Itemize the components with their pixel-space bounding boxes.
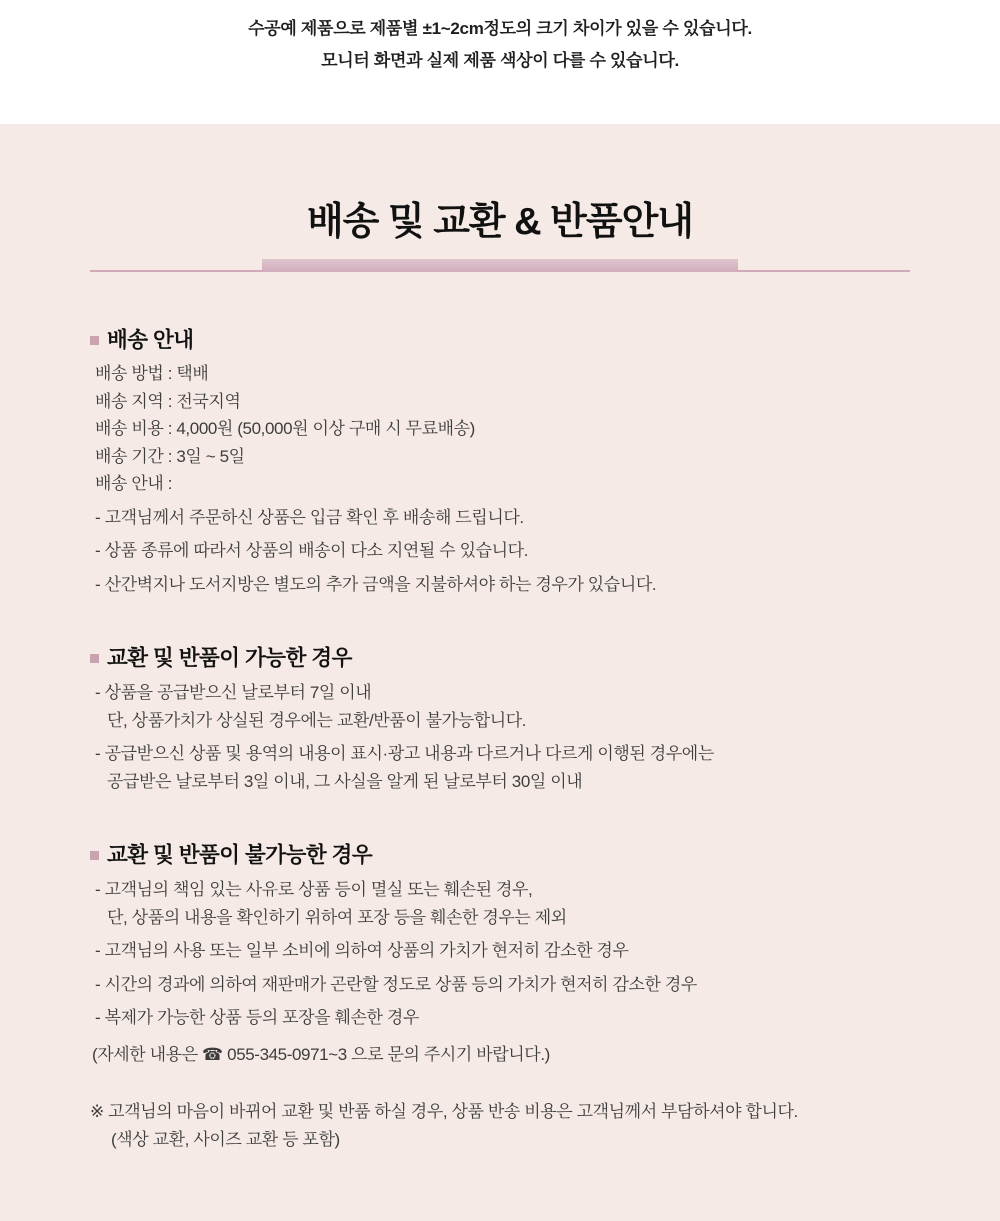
bullet-square-icon (90, 851, 99, 860)
section-heading (90, 326, 910, 355)
info-line: 배송 방법 : 택배 (95, 364, 209, 383)
shipping-info-panel (0, 124, 1000, 1221)
info-line: - 산간벽지나 도서지방은 별도의 추가 금액을 지불하셔야 하는 경우가 있습니다. (95, 574, 657, 594)
section (90, 841, 910, 1068)
title-divider (0, 259, 1000, 272)
bullet-square-icon (90, 654, 99, 663)
page-title: 배송 및 교환 & 반품안내 (306, 201, 694, 243)
footnote-line-1: ※ 고객님의 마음이 바뀌어 교환 및 반품 하실 경우, 상품 반송 비용은 고객님께서 부담하셔야 합니다. (90, 1102, 798, 1121)
info-line: - 상품을 공급받으신 날로부터 7일 이내 (95, 683, 372, 702)
notice-line-2: 모니터 화면과 실제 제품 색상이 다를 수 있습니다. (321, 51, 679, 70)
info-line: - 복제가 가능한 상품 등의 포장을 훼손한 경우 (95, 1008, 419, 1027)
section-heading-label: 교환 및 반품이 불가능한 경우 (107, 843, 373, 867)
info-line: 단, 상품가치가 상실된 경우에는 교환/반품이 불가능합니다. (107, 710, 527, 730)
sections-container (90, 326, 910, 1068)
info-line: 단, 상품의 내용을 확인하기 위하여 포장 등을 훼손한 경우는 제외 (107, 907, 567, 927)
divider-bar (262, 259, 738, 272)
info-line: - 시간의 경과에 의하여 재판매가 곤란할 정도로 상품 등의 가치가 현저히 감소한 경우 (95, 974, 697, 994)
info-line: 배송 비용 : 4,000원 (50,000원 이상 구매 시 무료배송) (95, 419, 475, 438)
bullet-square-icon (90, 336, 99, 345)
info-line: 배송 안내 : (95, 474, 173, 493)
info-line: - 공급받으신 상품 및 용역의 내용이 표시·광고 내용과 다르거나 다르게 이행된 경우에는 (95, 744, 714, 763)
info-line: 배송 기간 : 3일 ~ 5일 (95, 446, 245, 466)
section (90, 326, 910, 598)
section-heading (90, 841, 910, 870)
section (90, 644, 910, 795)
info-line: - 상품 종류에 따라서 상품의 배송이 다소 지연될 수 있습니다. (95, 541, 529, 560)
section-heading-label: 교환 및 반품이 가능한 경우 (107, 646, 352, 670)
section-heading (90, 644, 910, 673)
info-line: 배송 지역 : 전국지역 (95, 391, 241, 411)
info-line: 공급받은 날로부터 3일 이내, 그 사실을 알게 된 날로부터 30일 이내 (107, 771, 583, 791)
section-heading-label: 배송 안내 (107, 328, 194, 352)
footnote-line-2: (색상 교환, 사이즈 교환 등 포함) (111, 1130, 340, 1149)
info-line: - 고객님께서 주문하신 상품은 입금 확인 후 배송해 드립니다. (95, 507, 524, 527)
info-line: - 고객님의 사용 또는 일부 소비에 의하여 상품의 가치가 현저히 감소한 경우 (95, 941, 629, 960)
info-line: (자세한 내용은 ☎ 055-345-0971~3 으로 문의 주시기 바랍니다.) (92, 1044, 550, 1064)
info-line: - 고객님의 책임 있는 사유로 상품 등이 멸실 또는 훼손된 경우, (95, 880, 533, 899)
info-content (90, 272, 910, 1154)
product-notice (0, 0, 1000, 124)
notice-line-1: 수공예 제품으로 제품별 ±1~2cm정도의 크기 차이가 있을 수 있습니다. (248, 19, 752, 38)
footnote (90, 1098, 910, 1154)
